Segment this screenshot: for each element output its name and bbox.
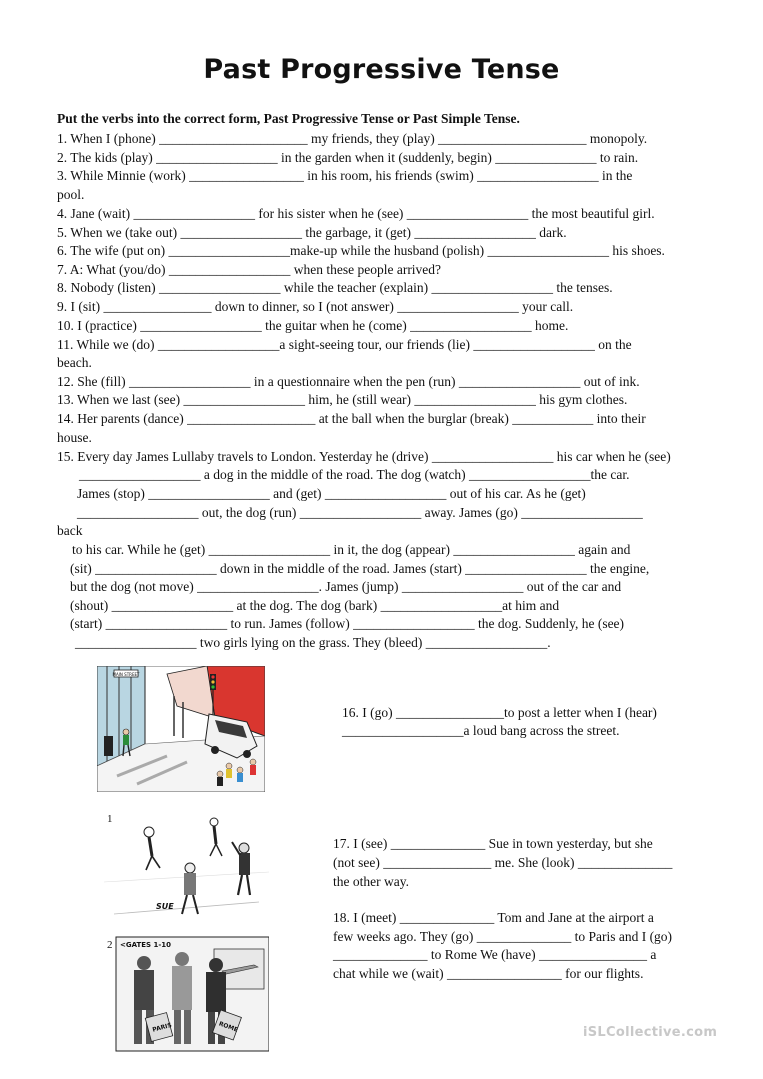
exercise-line: 1. When I (phone) ______________________ my friends, they (play) ______________________ monopoly. — [57, 131, 648, 146]
exercise-line: house. — [57, 430, 92, 445]
exercise-line: 8. Nobody (listen) __________________ while the teacher (explain) __________________ the tenses. — [57, 280, 613, 295]
page-title: Past Progressive Tense — [203, 54, 560, 85]
exercise-line: 4. Jane (wait) __________________ for his sister when he (see) __________________ the most beautiful girl. — [57, 206, 655, 221]
exercise-line: 5. When we (take out) __________________ the garbage, it (get) __________________ dark. — [57, 225, 567, 240]
exercise-line: 13. When we last (see) __________________ him, he (still wear) __________________ his gym clothes. — [57, 392, 628, 407]
rome-bag: ROME — [217, 1020, 239, 1034]
exercise-line: ______________ to Rome We (have) ________________ a — [333, 947, 657, 962]
street-scene-illustration — [97, 666, 265, 792]
exercise-line: 18. I (meet) ______________ Tom and Jane at the airport a — [333, 910, 654, 925]
exercise-line: __________________ out, the dog (run) __________________ away. James (go) __________________ — [77, 505, 643, 520]
exercise-line: to his car. While he (get) __________________ in it, the dog (appear) __________________ again and — [72, 542, 631, 557]
exercise-line: 6. The wife (put on) __________________make-up while the husband (polish) __________________ his shoes. — [57, 243, 665, 258]
instructions: Put the verbs into the correct form, Past Progressive Tense or Past Simple Tense. — [57, 111, 520, 126]
exercise-line: the other way. — [333, 874, 409, 889]
exercise-line: 12. She (fill) __________________ in a questionnaire when the pen (run) __________________ out of ink. — [57, 374, 640, 389]
exercise-line: but the dog (not move) __________________. James (jump) __________________ out of the car and — [70, 579, 622, 594]
exercise-line: __________________a loud bang across the street. — [342, 723, 620, 738]
exercise-line: 15. Every day James Lullaby travels to London. Yesterday he (drive) __________________ his car when he (see) — [57, 449, 671, 464]
exercise-line: beach. — [57, 355, 92, 370]
sue-caption: SUE — [156, 902, 174, 911]
exercise-line: 11. While we (do) __________________a sight-seeing tour, our friends (lie) __________________ on the — [57, 337, 632, 352]
exercise-line: (start) __________________ to run. James (follow) __________________ the dog. Suddenly, he (see) — [70, 616, 625, 631]
exercise-line: 2. The kids (play) __________________ in the garden when it (suddenly, begin) _______________ to rain. — [57, 150, 639, 165]
exercise-line: (sit) __________________ down in the middle of the road. James (start) __________________ the engine, — [70, 561, 650, 576]
panel-number: 1 — [107, 813, 113, 825]
exercise-line: __________________ two girls lying on the grass. They (bleed) __________________. — [75, 635, 551, 650]
exercise-line: 7. A: What (you/do) __________________ when these people arrived? — [57, 262, 442, 277]
exercise-line: 3. While Minnie (work) _________________ in his room, his friends (swim) __________________ in the — [57, 168, 633, 183]
gates-sign: <GATES 1-10 — [120, 941, 172, 949]
airport-illustration — [104, 935, 269, 1053]
exercise-line: __________________ a dog in the middle of the road. The dog (watch) __________________the car. — [79, 467, 630, 482]
street-sign: MAIN STREET — [112, 672, 140, 677]
exercise-line: 16. I (go) ________________to post a letter when I (hear) — [342, 705, 657, 720]
exercise-line: James (stop) __________________ and (get) __________________ out of his car. As he (get) — [77, 486, 586, 501]
exercise-line: 9. I (sit) ________________ down to dinner, so I (not answer) __________________ your call. — [57, 299, 574, 314]
watermark: iSLCollective.com — [583, 1025, 718, 1040]
exercise-line: back — [57, 523, 83, 538]
exercise-line: chat while we (wait) _________________ for our flights. — [333, 966, 644, 981]
panel-number: 2 — [107, 939, 113, 951]
exercise-line: 14. Her parents (dance) ___________________ at the ball when the burglar (break) ____________ into their — [57, 411, 646, 426]
people-walking-illustration — [104, 810, 269, 928]
exercise-line: 10. I (practice) __________________ the guitar when he (come) __________________ home. — [57, 318, 569, 333]
exercise-line: pool. — [57, 187, 85, 202]
paris-bag: PARIS — [151, 1021, 173, 1034]
exercise-line: (not see) ________________ me. She (look) ______________ — [333, 855, 673, 870]
exercise-line: few weeks ago. They (go) ______________ to Paris and I (go) — [333, 929, 673, 944]
exercise-line: 17. I (see) ______________ Sue in town yesterday, but she — [333, 836, 653, 851]
exercise-line: (shout) __________________ at the dog. The dog (bark) __________________at him and — [70, 598, 560, 613]
